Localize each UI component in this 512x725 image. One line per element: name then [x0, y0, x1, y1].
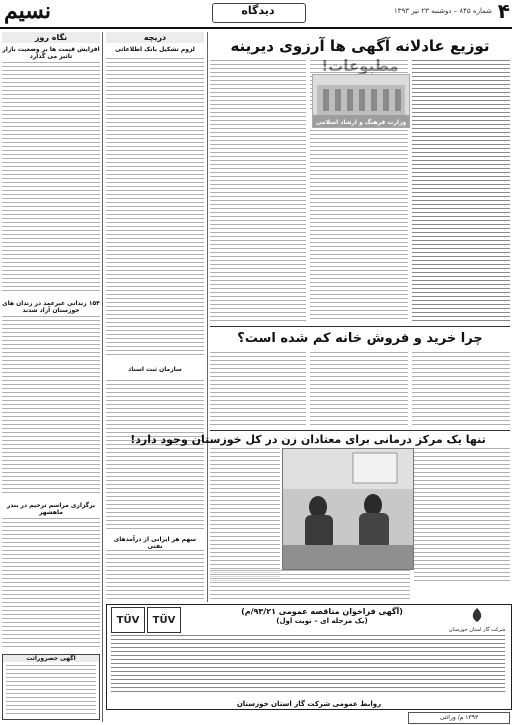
left-item3-title: برگزاری مراسم ترحیم در بندر ماهشهر	[6, 502, 96, 516]
left-item2-title: ۱۵۴ زندانی غیرعمد در زندان های خوزستان آزاد شدند	[2, 300, 100, 314]
page-footer-box	[408, 712, 510, 724]
inheritance-ad-header: آگهی حصروراثت	[3, 655, 99, 662]
left-column-header: نگاه روز	[2, 32, 100, 43]
middle-item2-title: سازمان ثبت اسناد	[128, 366, 182, 373]
middle-column	[106, 32, 204, 602]
middle-item1-title: لزوم تشکیل بانک اطلاعاتی	[115, 46, 195, 53]
tender-ad	[106, 604, 512, 710]
section-rule	[210, 326, 510, 327]
rehab-photo	[282, 448, 414, 570]
main-headline: توزیع عادلانه آگهی ها آرزوی دیرینه	[230, 37, 490, 55]
housing-body-left	[210, 352, 306, 426]
tuv-badge-right	[147, 607, 181, 633]
tuv-badge-left-text: TÜV	[116, 615, 140, 626]
middle-item1-body	[106, 58, 204, 358]
main-article-col-left	[210, 60, 306, 322]
issue-info: شماره ۸۴۵ – دوشنبه ۲۳ تیر ۱۳۹۳	[393, 7, 492, 15]
gas-company-logo	[447, 607, 507, 633]
gas-flame-icon	[464, 607, 490, 623]
treatment-body-right	[414, 448, 510, 584]
page-number: ۴	[497, 0, 510, 23]
housing-body-mid	[310, 352, 408, 426]
tender-footer: روابط عمومی شرکت گاز استان خوزستان	[236, 700, 382, 708]
inheritance-ad-body	[6, 665, 96, 715]
section-rule	[210, 430, 510, 431]
patients-photo-icon	[283, 449, 413, 569]
treatment-body-bottom	[210, 570, 410, 600]
housing-body-right	[412, 352, 510, 426]
treatment-body-left	[210, 448, 280, 584]
tuv-badge-left	[111, 607, 145, 633]
inheritance-ad	[2, 654, 100, 720]
middle-column-header: دریچه	[106, 32, 204, 43]
left-item1-body	[2, 62, 100, 292]
tender-title: (آگهی فراخوان مناقصه عمومی ۹۳/۲۱/م)	[241, 607, 403, 616]
image-caption: وزارت فرهنگ و ارشاد اسلامی	[315, 119, 407, 126]
gas-company-name: شرکت گاز استان خوزستان	[448, 627, 506, 633]
section-label: دیدگاه	[241, 4, 275, 17]
main-article-col-right	[412, 60, 510, 322]
page-footer-text: ۱۳۹۳ م/ وراثتی	[439, 714, 479, 721]
newspaper-logo: نسیم	[4, 0, 52, 24]
tender-body	[111, 635, 505, 695]
middle-item3-body	[106, 550, 204, 602]
ministry-image	[312, 74, 410, 128]
masthead	[0, 0, 512, 26]
column-divider	[102, 32, 103, 722]
left-item2-body	[2, 316, 100, 494]
left-item1-title: افزایش قیمت ها بر وضعیت بازار تاثیر می گذارد	[2, 46, 100, 60]
column-divider	[207, 32, 208, 602]
headline-treatment-center: تنها یک مرکز درمانی برای معتادان زن در کل خوزستان وجود دارد!	[130, 433, 486, 446]
left-item3-body	[2, 518, 100, 648]
tender-subtitle: (یک مرحله ای – نوبت اول)	[276, 617, 368, 625]
masthead-rule	[0, 27, 512, 29]
main-article-col-mid-lower	[310, 130, 408, 322]
middle-item3-title: سهم هر ایرانی از درآمدهای نفتی	[113, 536, 197, 550]
left-column	[2, 32, 100, 722]
middle-item2-body	[106, 380, 204, 530]
tuv-badge-right-text: TÜV	[152, 615, 176, 626]
headline-housing: چرا خرید و فروش خانه کم شده است؟	[237, 331, 483, 346]
